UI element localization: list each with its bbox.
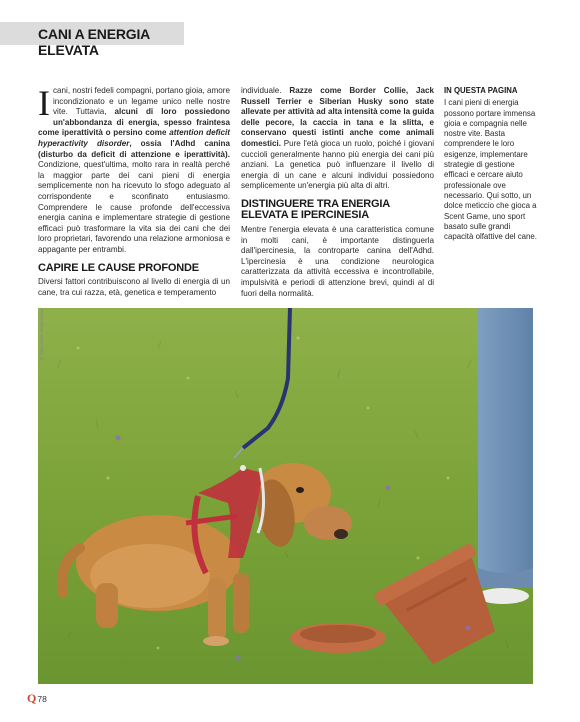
page-footer xyxy=(27,691,47,705)
sidebar-text: I cani pieni di energia possono portare immensa gioia e compagnia nelle nostre vite. Basta comprendere le loro esigenze, implementare strategie di gestione efficaci e cercare aiuto professionale ove necessario. Qui sotto, un dolce meticcio che gioca a Scent Game, uno sport basato sulle grandi capacità olfattive del cane. xyxy=(444,98,537,242)
text-run-bold: alcuni di loro possiedono un'abbondanza di energia, spesso fraintesa come iperattività o persino come xyxy=(38,107,230,138)
text-run-bold-italic: attention deficit hyperactivity disorder xyxy=(38,128,230,148)
sidebar-title: IN QUESTA PAGINA xyxy=(444,86,518,95)
dog-photo-illustration xyxy=(38,308,533,684)
text-run-bold: Razze come Border Collie, Jack Russell Terrier e Siberian Husky sono state allevate per attività ad alta intensità come la guida delle pecore, la caccia in tana e la slitta, e conservano questi istinti anche come animali domestici. xyxy=(241,86,435,148)
text-run: individuale. xyxy=(241,86,290,95)
magazine-logo: Q xyxy=(27,691,37,705)
dog-photo xyxy=(38,308,533,684)
section-tab xyxy=(0,22,184,58)
breeds-paragraph xyxy=(241,86,434,192)
intro-paragraph xyxy=(38,83,230,256)
text-run: Pure l'età gioca un ruolo, poiché i giovani cuccioli generalmente hanno più energia dei cani più anziani. La genetica può influenzare il livello di energia di un cane e alcuni individui possiedono semplicemente un'energia più alta di altri. xyxy=(241,138,434,191)
article-column-2 xyxy=(241,86,434,299)
paragraph-distinguish: Mentre l'energia elevata è una caratteristica comune in molti cani, è importante distinguerla dall'ipercinesia, la controparte canina dell'Adhd. L'ipercinesia è una condizione neurologica caratterizzata da attività eccessiva e incontrollabile, impulsività e periodi di attenzione brevi, quindi al di fuori della normalità. xyxy=(241,224,434,298)
text-run: cani, nostri fedeli compagni, portano gioia, amore incondizionato e un legame unico nelle nostre vite. Tuttavia, xyxy=(53,86,230,117)
text-run-bold: , ossia l'Adhd canina (disturbo da deficit di attenzione e iperattività). xyxy=(38,138,230,159)
sidebar-box xyxy=(444,86,540,242)
text-run: Condizione, quest'ultima, molto rara in realtà perché la maggior parte dei cani pieni di energia semplicemente non ha ricevuto lo sfogo adeguato al corrispondente e sconfinato entusiasmo. Comprendere le cause profonde dell'eccessiva energia canina e implementare strategie di gestione efficaci può trasformare la vita sia dei cani che dei loro proprietari, favorendo una relazione armoniosa e appagante per entrambi. xyxy=(38,160,230,254)
photo-credit: © Sara Maria Rubeconcia xyxy=(39,308,44,360)
section-title: CANI A ENERGIA ELEVATA xyxy=(38,26,150,58)
subhead-cause: CAPIRE LE CAUSE PROFONDE xyxy=(38,261,199,274)
paragraph-cause: Diversi fattori contribuiscono al livello di energia di un cane, tra cui razza, età, genetica e temperamento xyxy=(38,277,230,297)
article-column-1 xyxy=(38,83,230,298)
subhead-distinguish: DISTINGUERE TRA ENERGIA ELEVATA E IPERCINESIA xyxy=(241,197,390,222)
page-number: 78 xyxy=(37,693,47,704)
dropcap: I xyxy=(38,83,50,123)
